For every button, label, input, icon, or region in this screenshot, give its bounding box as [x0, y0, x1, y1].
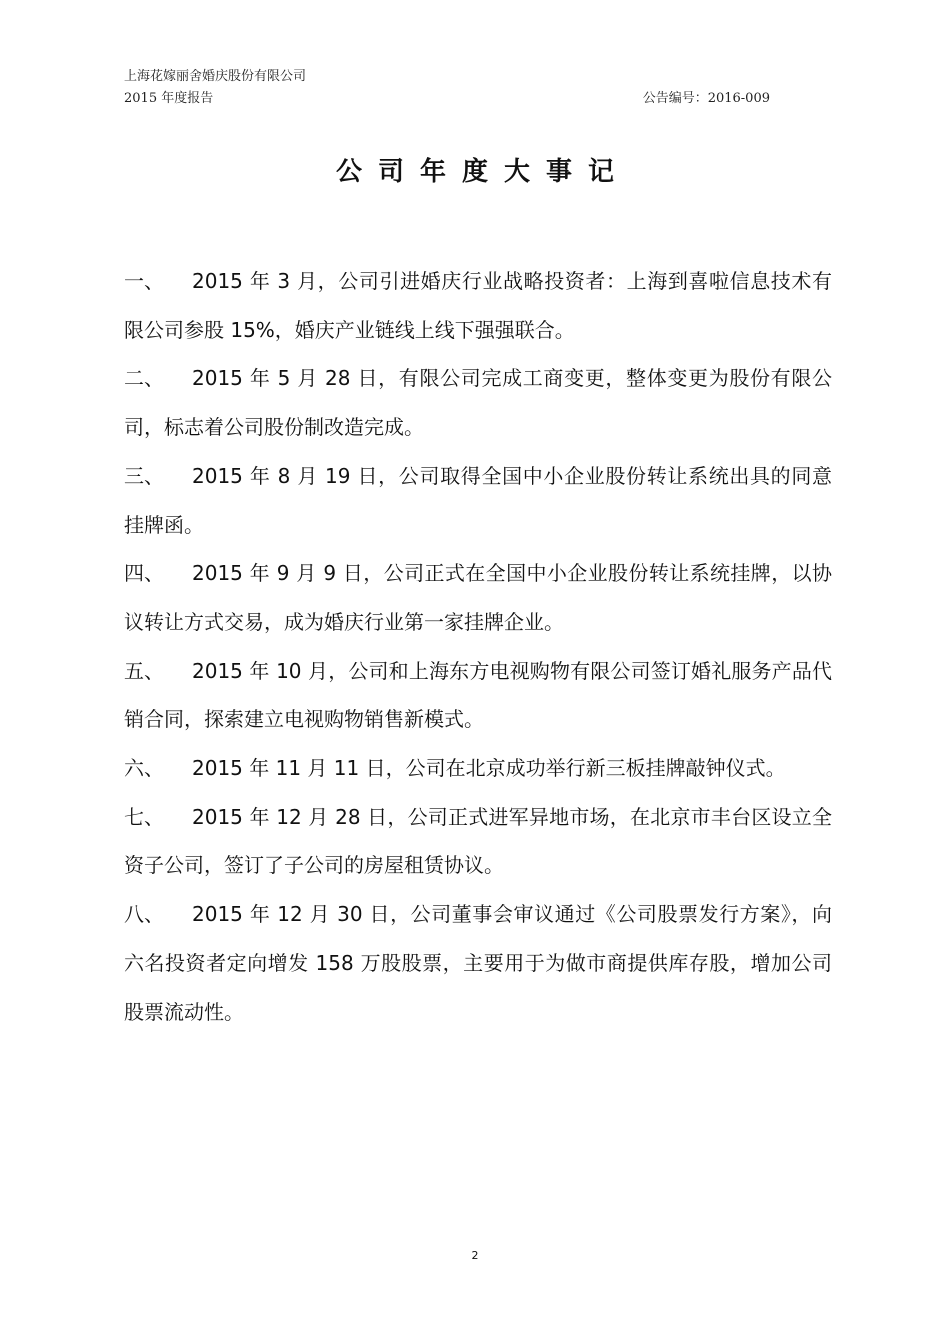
event-text: 2015 年 5 月 28 日，有限公司完成工商变更，整体变更为股份有限公司，标志着公司股份制改造完成。 [124, 366, 832, 440]
event-number: 八、 [124, 902, 164, 927]
event-item [124, 257, 832, 354]
event-number: 五、 [124, 658, 164, 683]
event-number: 六、 [124, 756, 164, 781]
event-number: 二、 [124, 366, 164, 391]
page-title: 公司年度大事记 [335, 157, 630, 187]
event-list [124, 257, 832, 1036]
event-text: 2015 年 9 月 9 日，公司正式在全国中小企业股份转让系统挂牌，以协议转让方式交易，成为婚庆行业第一家挂牌企业。 [124, 561, 832, 634]
page-header [124, 66, 770, 110]
event-text: 2015 年 10 月，公司和上海东方电视购物有限公司签订婚礼服务产品代销合同，探索建立电视购物销售新模式。 [124, 658, 832, 732]
event-item [124, 354, 832, 451]
report-name: 2015 年度报告 [124, 91, 214, 106]
event-text: 2015 年 3 月，公司引进婚庆行业战略投资者：上海到喜啦信息技术有限公司参股 15%，婚庆产业链线上线下强强联合。 [124, 269, 832, 342]
event-item [124, 549, 832, 646]
event-item [124, 452, 832, 549]
event-item [124, 647, 832, 744]
event-item [124, 890, 832, 1036]
event-item [124, 744, 832, 793]
event-item [124, 793, 832, 890]
header-report-row [124, 88, 770, 110]
event-number: 四、 [124, 561, 164, 586]
header-company-row [124, 66, 770, 88]
page-number: 2 [471, 1249, 479, 1262]
event-number: 七、 [124, 804, 164, 829]
company-name: 上海花嫁丽舍婚庆股份有限公司 [124, 69, 307, 84]
event-text: 2015 年 12 月 30 日，公司董事会审议通过《公司股票发行方案》，向六名投资者定向增发 158 万股股票，主要用于为做市商提供库存股，增加公司股票流动性。 [124, 902, 832, 1024]
event-text: 2015 年 8 月 19 日，公司取得全国中小企业股份转让系统出具的同意挂牌函。 [124, 463, 832, 537]
event-text: 2015 年 12 月 28 日，公司正式进军异地市场，在北京市丰台区设立全资子公司，签订了子公司的房屋租赁协议。 [124, 804, 832, 878]
event-text: 2015 年 11 月 11 日，公司在北京成功举行新三板挂牌敲钟仪式。 [192, 756, 786, 781]
event-number: 一、 [124, 269, 164, 293]
notice-number: 公告编号：2016-009 [642, 91, 770, 106]
event-number: 三、 [124, 463, 164, 488]
